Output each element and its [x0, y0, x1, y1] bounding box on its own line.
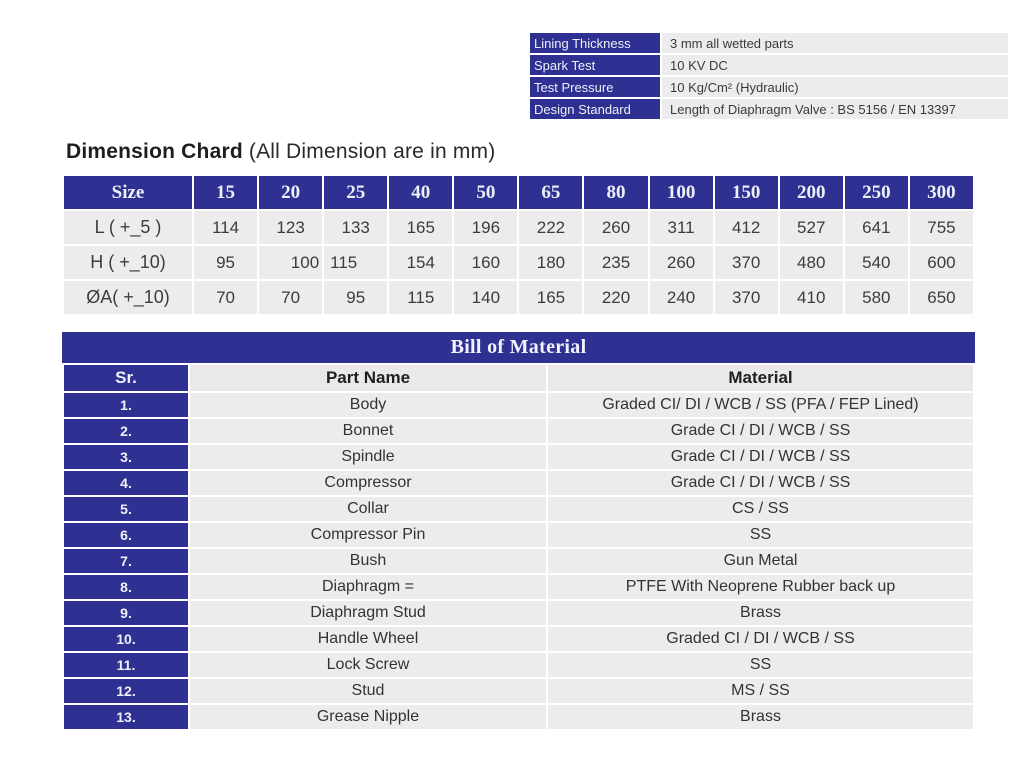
- dim-cell: 650: [910, 281, 973, 314]
- dim-cell: 222: [519, 211, 582, 244]
- bom-material-cell: Graded CI / DI / WCB / SS: [548, 627, 973, 651]
- bom-material-cell: Grade CI / DI / WCB / SS: [548, 445, 973, 469]
- bom-column-header: Sr.: [64, 365, 188, 391]
- table-row: [64, 627, 973, 651]
- dim-cell: 540: [845, 246, 908, 279]
- table-row: [64, 705, 973, 729]
- bom-part-cell: Spindle: [190, 445, 546, 469]
- dim-header-size: Size: [64, 176, 192, 209]
- dim-header-cell: 100: [650, 176, 713, 209]
- dim-cell: 311: [650, 211, 713, 244]
- dim-header-cell: 250: [845, 176, 908, 209]
- table-row: [64, 497, 973, 521]
- bom-part-cell: Lock Screw: [190, 653, 546, 677]
- bom-material-cell: Graded CI/ DI / WCB / SS (PFA / FEP Lined): [548, 393, 973, 417]
- bom-material-cell: Brass: [548, 705, 973, 729]
- bom-sr-cell: 12.: [64, 679, 188, 703]
- dim-cell: 154: [389, 246, 452, 279]
- dim-header-cell: 300: [910, 176, 973, 209]
- dim-cell: 95: [324, 281, 387, 314]
- spec-value: 10 Kg/Cm² (Hydraulic): [662, 77, 1008, 97]
- bom-sr-cell: 8.: [64, 575, 188, 599]
- dim-header-cell: 65: [519, 176, 582, 209]
- dim-cell: 410: [780, 281, 843, 314]
- bom-material-cell: CS / SS: [548, 497, 973, 521]
- dim-row-label: ØA( +_10): [64, 281, 192, 314]
- bom-material-cell: Grade CI / DI / WCB / SS: [548, 471, 973, 495]
- bom-part-cell: Compressor: [190, 471, 546, 495]
- bom-material-cell: SS: [548, 653, 973, 677]
- bom-part-cell: Body: [190, 393, 546, 417]
- page-title-rest: (All Dimension are in mm): [242, 140, 496, 163]
- bom-column-header: Material: [548, 365, 973, 391]
- dim-header-cell: 200: [780, 176, 843, 209]
- dim-header-cell: 15: [194, 176, 257, 209]
- dim-cell: 235: [584, 246, 647, 279]
- table-row: [64, 419, 973, 443]
- bom-part-cell: Bush: [190, 549, 546, 573]
- dim-header-cell: 150: [715, 176, 778, 209]
- spec-table: [528, 31, 1010, 121]
- table-row: [64, 523, 973, 547]
- bom-material-cell: SS: [548, 523, 973, 547]
- bom-table: [62, 363, 975, 731]
- dim-cell: 115: [389, 281, 452, 314]
- bom-part-cell: Bonnet: [190, 419, 546, 443]
- dim-cell: 133: [324, 211, 387, 244]
- bom-sr-cell: 2.: [64, 419, 188, 443]
- dim-cell: 100: [259, 246, 322, 279]
- bom-sr-cell: 6.: [64, 523, 188, 547]
- bill-of-material-section: [62, 332, 975, 731]
- bom-part-cell: Stud: [190, 679, 546, 703]
- bom-title: Bill of Material: [62, 332, 975, 363]
- dimension-table: [62, 174, 975, 316]
- dim-cell: 165: [519, 281, 582, 314]
- dimension-header-row: [64, 176, 973, 209]
- dim-cell: 240: [650, 281, 713, 314]
- dim-cell: 370: [715, 281, 778, 314]
- table-row: [64, 471, 973, 495]
- dim-cell: 165: [389, 211, 452, 244]
- bom-part-cell: Collar: [190, 497, 546, 521]
- bom-material-cell: Grade CI / DI / WCB / SS: [548, 419, 973, 443]
- bom-material-cell: PTFE With Neoprene Rubber back up: [548, 575, 973, 599]
- dim-cell: 70: [194, 281, 257, 314]
- spec-row: [530, 77, 1008, 97]
- spec-label: Test Pressure: [530, 77, 660, 97]
- table-row: [64, 246, 973, 279]
- dim-cell: 95: [194, 246, 257, 279]
- table-row: [64, 211, 973, 244]
- dim-cell: 527: [780, 211, 843, 244]
- page-title-bold: Dimension Chard: [66, 140, 243, 163]
- table-row: [64, 653, 973, 677]
- table-row: [64, 393, 973, 417]
- dim-cell: 260: [584, 211, 647, 244]
- bom-material-cell: MS / SS: [548, 679, 973, 703]
- dim-cell: 180: [519, 246, 582, 279]
- dim-header-cell: 40: [389, 176, 452, 209]
- dim-cell: 412: [715, 211, 778, 244]
- bom-sr-cell: 3.: [64, 445, 188, 469]
- spec-label: Lining Thickness: [530, 33, 660, 53]
- spec-label: Spark Test: [530, 55, 660, 75]
- spec-row: [530, 55, 1008, 75]
- table-row: [64, 679, 973, 703]
- dim-header-cell: 80: [584, 176, 647, 209]
- dim-cell: 160: [454, 246, 517, 279]
- spec-row: [530, 99, 1008, 119]
- bom-sr-cell: 5.: [64, 497, 188, 521]
- table-row: [64, 281, 973, 314]
- dim-row-label: L ( +_5 ): [64, 211, 192, 244]
- spec-value: Length of Diaphragm Valve : BS 5156 / EN 13397: [662, 99, 1008, 119]
- dim-cell: 641: [845, 211, 908, 244]
- bom-material-cell: Gun Metal: [548, 549, 973, 573]
- dim-cell: 115: [324, 246, 387, 279]
- spec-value: 3 mm all wetted parts: [662, 33, 1008, 53]
- bom-sr-cell: 9.: [64, 601, 188, 625]
- bom-part-cell: Diaphragm =: [190, 575, 546, 599]
- dim-cell: 140: [454, 281, 517, 314]
- spec-value: 10 KV DC: [662, 55, 1008, 75]
- dim-cell: 70: [259, 281, 322, 314]
- dim-cell: 114: [194, 211, 257, 244]
- bom-material-cell: Brass: [548, 601, 973, 625]
- dim-cell: 600: [910, 246, 973, 279]
- spec-row: [530, 33, 1008, 53]
- dim-row-label: H ( +_10): [64, 246, 192, 279]
- dim-cell: 220: [584, 281, 647, 314]
- dim-cell: 260: [650, 246, 713, 279]
- spec-label: Design Standard: [530, 99, 660, 119]
- dim-header-cell: 50: [454, 176, 517, 209]
- bom-part-cell: Handle Wheel: [190, 627, 546, 651]
- table-row: [64, 445, 973, 469]
- bom-part-cell: Diaphragm Stud: [190, 601, 546, 625]
- dim-header-cell: 20: [259, 176, 322, 209]
- dim-cell: 580: [845, 281, 908, 314]
- bom-sr-cell: 1.: [64, 393, 188, 417]
- bom-header-row: [64, 365, 973, 391]
- dim-header-cell: 25: [324, 176, 387, 209]
- bom-column-header: Part Name: [190, 365, 546, 391]
- dim-cell: 370: [715, 246, 778, 279]
- dim-cell: 123: [259, 211, 322, 244]
- dim-cell: 196: [454, 211, 517, 244]
- bom-sr-cell: 4.: [64, 471, 188, 495]
- table-row: [64, 575, 973, 599]
- bom-sr-cell: 7.: [64, 549, 188, 573]
- bom-sr-cell: 11.: [64, 653, 188, 677]
- dim-cell: 755: [910, 211, 973, 244]
- bom-part-cell: Grease Nipple: [190, 705, 546, 729]
- page-title: [66, 140, 495, 164]
- table-row: [64, 549, 973, 573]
- bom-part-cell: Compressor Pin: [190, 523, 546, 547]
- bom-sr-cell: 13.: [64, 705, 188, 729]
- dim-cell: 480: [780, 246, 843, 279]
- table-row: [64, 601, 973, 625]
- bom-sr-cell: 10.: [64, 627, 188, 651]
